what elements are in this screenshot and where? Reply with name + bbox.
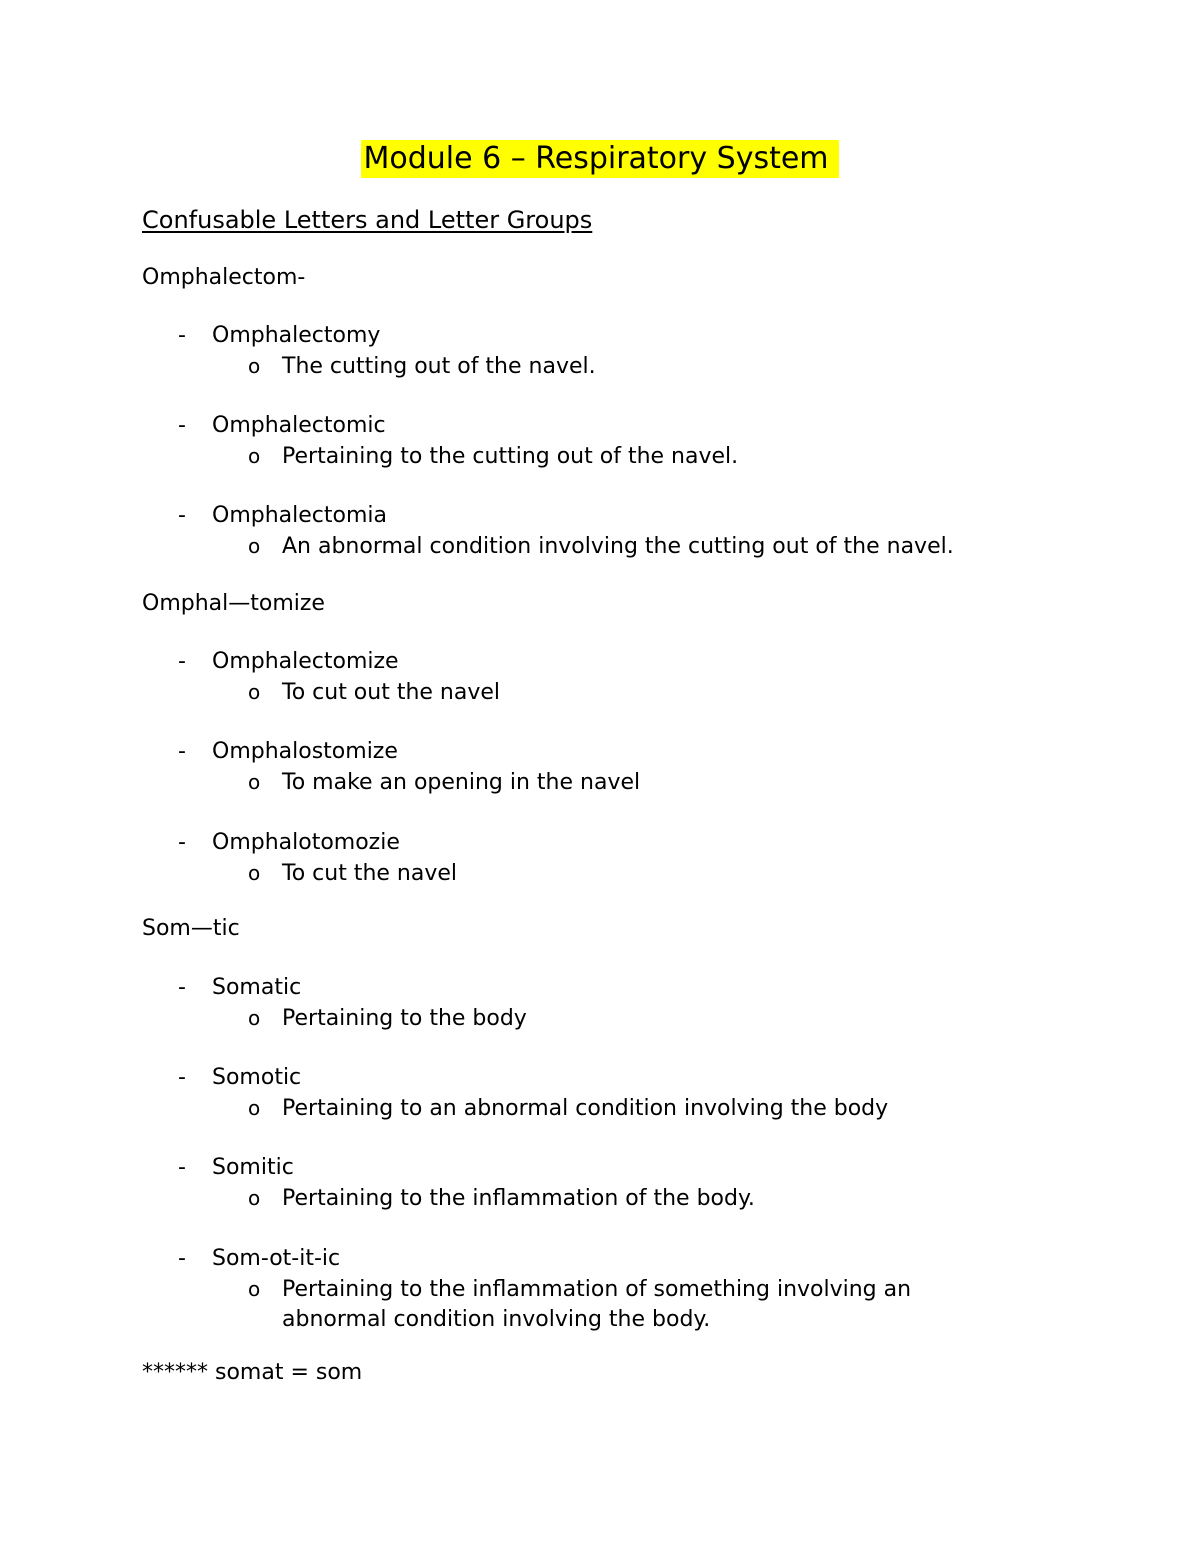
term-label: Omphalectomic — [212, 413, 386, 438]
dash-marker: - — [178, 830, 186, 855]
definition-text: An abnormal condition involving the cutting out of the navel. — [282, 534, 954, 559]
term-item — [178, 1063, 301, 1093]
dash-marker: - — [178, 649, 186, 674]
definition-item — [248, 1093, 888, 1124]
term-label: Omphalectomize — [212, 649, 399, 674]
dash-marker: - — [178, 739, 186, 764]
group-heading: Omphal—tomize — [142, 591, 325, 616]
dash-marker: - — [178, 975, 186, 1000]
circle-bullet-icon: o — [248, 354, 261, 378]
footnote: ****** somat = som — [142, 1360, 363, 1385]
term-item — [178, 411, 386, 441]
circle-bullet-icon: o — [248, 861, 261, 885]
circle-bullet-icon: o — [248, 680, 261, 704]
definition-item — [248, 1274, 911, 1335]
definition-item — [248, 677, 500, 708]
definition-text: Pertaining to an abnormal condition involving the body — [282, 1096, 889, 1121]
group-heading: Som—tic — [142, 916, 240, 941]
dash-marker: - — [178, 413, 186, 438]
term-label: Somatic — [212, 975, 302, 1000]
dash-marker: - — [178, 323, 186, 348]
term-item — [178, 501, 387, 531]
circle-bullet-icon: o — [248, 1277, 261, 1301]
definition-text: The cutting out of the navel. — [282, 354, 596, 379]
term-label: Som-ot-it-ic — [212, 1246, 341, 1271]
definition-text: Pertaining to the inflammation of something involving an — [282, 1277, 912, 1302]
dash-marker: - — [178, 503, 186, 528]
section-subtitle: Confusable Letters and Letter Groups — [142, 206, 593, 234]
term-item — [178, 647, 399, 677]
title-wrap — [0, 140, 1200, 178]
page-title: Module 6 – Respiratory System — [361, 140, 838, 178]
definition-item — [248, 441, 738, 472]
definition-item — [248, 767, 640, 798]
term-label: Omphalectomy — [212, 323, 381, 348]
circle-bullet-icon: o — [248, 534, 261, 558]
term-item — [178, 1244, 340, 1274]
definition-item — [248, 858, 457, 889]
definition-text: To cut the navel — [282, 861, 458, 886]
term-label: Omphalostomize — [212, 739, 398, 764]
term-label: Somitic — [212, 1155, 294, 1180]
term-label: Omphalotomozie — [212, 830, 400, 855]
circle-bullet-icon: o — [248, 1096, 261, 1120]
definition-text: Pertaining to the inflammation of the body. — [282, 1186, 755, 1211]
definition-text: To make an opening in the navel — [282, 770, 641, 795]
term-item — [178, 321, 380, 351]
definition-text-continued: abnormal condition involving the body. — [282, 1307, 711, 1332]
definition-text: Pertaining to the cutting out of the navel. — [282, 444, 739, 469]
circle-bullet-icon: o — [248, 444, 261, 468]
definition-item — [248, 351, 596, 382]
definition-item — [248, 1183, 755, 1214]
term-item — [178, 737, 398, 767]
term-label: Somotic — [212, 1065, 302, 1090]
group-heading: Omphalectom- — [142, 265, 306, 290]
circle-bullet-icon: o — [248, 1006, 261, 1030]
circle-bullet-icon: o — [248, 770, 261, 794]
dash-marker: - — [178, 1065, 186, 1090]
term-item — [178, 828, 400, 858]
definition-item — [248, 1003, 527, 1034]
term-label: Omphalectomia — [212, 503, 387, 528]
term-item — [178, 973, 301, 1003]
definition-text: Pertaining to the body — [282, 1006, 527, 1031]
circle-bullet-icon: o — [248, 1186, 261, 1210]
dash-marker: - — [178, 1155, 186, 1180]
dash-marker: - — [178, 1246, 186, 1271]
definition-text: To cut out the navel — [282, 680, 501, 705]
definition-item — [248, 531, 954, 562]
term-item — [178, 1153, 294, 1183]
